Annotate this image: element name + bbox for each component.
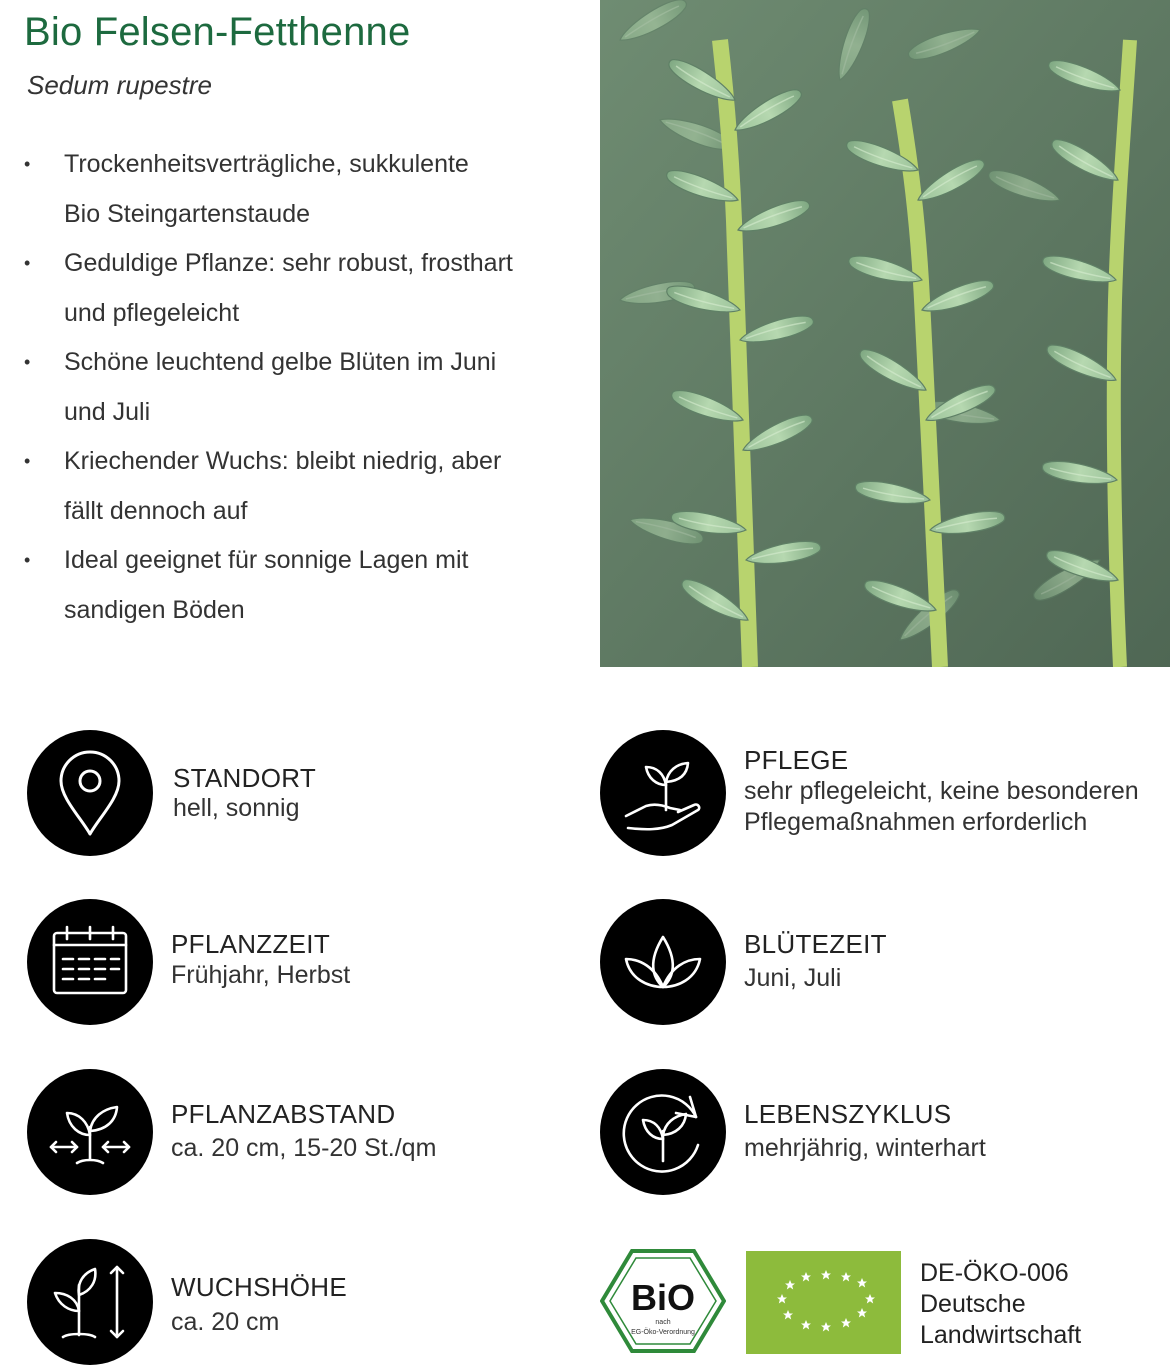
bluetezeit-text: Juni, Juli bbox=[744, 964, 842, 992]
bullet-item bbox=[24, 437, 584, 536]
bio-logo-small1: nach bbox=[655, 1319, 671, 1326]
pflanzabstand-text: ca. 20 cm, 15-20 St./qm bbox=[171, 1134, 437, 1162]
hand-plant-icon bbox=[600, 730, 726, 856]
bio-logo-small2: EG-Öko-Verordnung bbox=[631, 1329, 695, 1336]
bullet-item bbox=[24, 239, 584, 338]
bio-seal-logo bbox=[600, 1248, 726, 1354]
bullet-item bbox=[24, 338, 584, 437]
certification-code: DE-ÖKO-006 bbox=[920, 1259, 1069, 1287]
standort-text: hell, sonnig bbox=[173, 794, 300, 822]
bullet-text: Geduldige Pflanze: sehr robust, frosthart bbox=[64, 249, 513, 277]
location-pin-icon bbox=[27, 730, 153, 856]
bullet-text: Kriechender Wuchs: bleibt niedrig, aber bbox=[64, 447, 502, 475]
product-title: Bio Felsen-Fetthenne bbox=[24, 10, 411, 54]
plant-height-icon bbox=[27, 1239, 153, 1365]
bluetezeit-title: BLÜTEZEIT bbox=[744, 929, 887, 959]
standort-title: STANDORT bbox=[173, 763, 317, 793]
bullet-text: fällt dennoch auf bbox=[64, 496, 248, 525]
lebenszyklus-text: mehrjährig, winterhart bbox=[744, 1134, 986, 1162]
bullet-text: Trockenheitsverträgliche, sukkulente bbox=[64, 150, 469, 178]
bullet-text: Schöne leuchtend gelbe Blüten im Juni bbox=[64, 348, 497, 376]
certification-text bbox=[920, 1258, 1081, 1351]
bullet-text: sandigen Böden bbox=[64, 595, 245, 624]
bio-logo-word: BiO bbox=[630, 1277, 696, 1318]
bullet-text: Ideal geeignet für sonnige Lagen mit bbox=[64, 546, 469, 574]
lifecycle-icon bbox=[600, 1069, 726, 1195]
calendar-icon bbox=[27, 899, 153, 1025]
pflanzzeit-text: Frühjahr, Herbst bbox=[171, 961, 351, 989]
bullet-text: Bio Steingartenstaude bbox=[64, 199, 311, 228]
wuchshoehe-text: ca. 20 cm bbox=[171, 1308, 280, 1336]
plant-spacing-icon bbox=[27, 1069, 153, 1195]
certification-line3: Landwirtschaft bbox=[920, 1321, 1082, 1349]
lebenszyklus-title: LEBENSZYKLUS bbox=[744, 1099, 952, 1129]
pflege-text-line2: Pflegemaßnahmen erforderlich bbox=[744, 808, 1088, 836]
wuchshoehe-title: WUCHSHÖHE bbox=[171, 1272, 348, 1302]
bullet-item bbox=[24, 536, 584, 635]
pflanzzeit-title: PFLANZZEIT bbox=[171, 929, 331, 959]
bullet-text: und pflegeleicht bbox=[64, 298, 240, 327]
pflege-title: PFLEGE bbox=[744, 745, 849, 775]
latin-name: Sedum rupestre bbox=[27, 70, 212, 100]
feature-bullet-list bbox=[24, 140, 584, 635]
certification-line2: Deutsche bbox=[920, 1290, 1026, 1318]
lotus-flower-icon bbox=[600, 899, 726, 1025]
eu-organic-leaf-logo bbox=[746, 1251, 901, 1354]
pflanzabstand-title: PFLANZABSTAND bbox=[171, 1099, 396, 1129]
bullet-text: und Juli bbox=[64, 397, 151, 426]
plant-photo bbox=[600, 0, 1170, 667]
pflege-text-line1: sehr pflegeleicht, keine besonderen bbox=[744, 777, 1139, 805]
bullet-item bbox=[24, 140, 584, 239]
